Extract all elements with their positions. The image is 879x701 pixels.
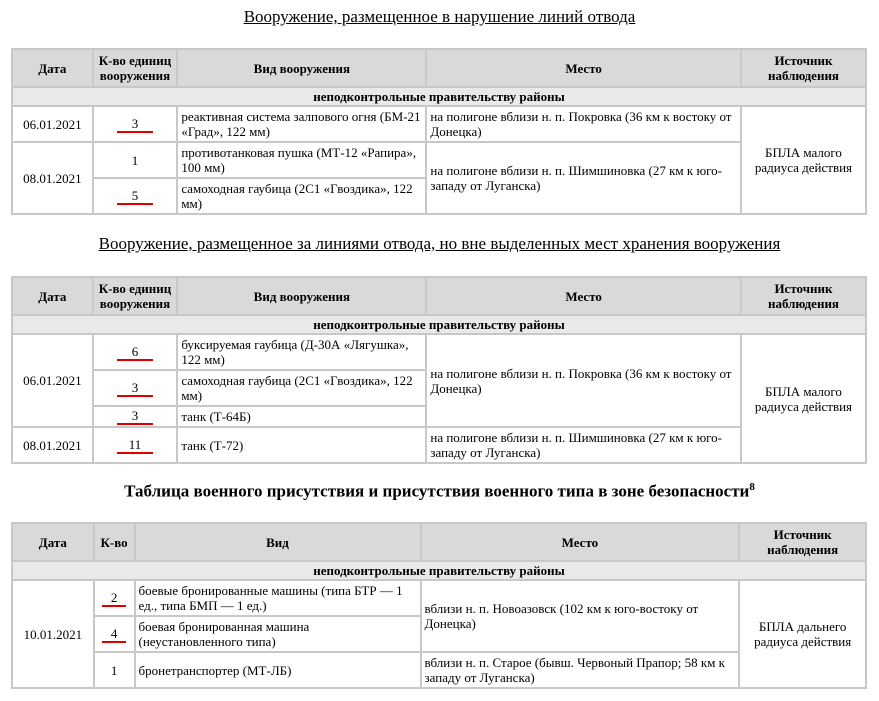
subheader: неподконтрольные правительству районы — [13, 88, 865, 105]
row-type: танк (Т-64Б) — [178, 407, 425, 426]
section3-table — [11, 522, 867, 689]
qty-value: 4 — [102, 626, 126, 643]
row-place: на полигоне вблизи н. п. Покровка (36 км к востоку от Донецка) — [427, 107, 740, 141]
header-date: Дата — [13, 278, 92, 314]
row-type: реактивная система залпового огня (БМ-21 «Град», 122 мм) — [178, 107, 425, 141]
row-qty — [95, 653, 134, 687]
row-date: 06.01.2021 — [13, 335, 92, 426]
table-header-row — [13, 278, 865, 314]
row-source: БПЛА малого радиуса действия — [742, 107, 865, 213]
row-date: 06.01.2021 — [13, 107, 92, 141]
row-place: на полигоне вблизи н. п. Шимшиновка (27 км к юго-западу от Луганска) — [427, 428, 740, 462]
qty-value: 6 — [117, 344, 153, 361]
table-header-row — [13, 50, 865, 86]
qty-value: 3 — [117, 380, 153, 397]
row-qty — [94, 407, 177, 426]
row-date: 08.01.2021 — [13, 428, 92, 462]
header-qty: К-во единиц вооружения — [94, 278, 177, 314]
row-date: 08.01.2021 — [13, 143, 92, 213]
row-qty — [94, 179, 177, 213]
subheader: неподконтрольные правительству районы — [13, 562, 865, 579]
section2-title: Вооружение, размещенное за линиями отвода, но вне выделенных мест хранения вооружения — [98, 234, 781, 253]
header-source: Источник наблюдения — [742, 278, 865, 314]
table-row — [13, 143, 865, 177]
qty-value: 5 — [117, 188, 153, 205]
section1-table — [11, 48, 867, 215]
row-type: буксируемая гаубица (Д-30А «Лягушка», 122 мм) — [178, 335, 425, 369]
row-qty — [94, 335, 177, 369]
row-type: боевые бронированные машины (типа БТР — 1 ед., типа БМП — 1 ед.) — [136, 581, 420, 615]
row-type: боевая бронированная машина (неустановленного типа) — [136, 617, 420, 651]
row-source: БПЛА малого радиуса действия — [742, 335, 865, 462]
header-qty: К-во единиц вооружения — [94, 50, 177, 86]
row-type: танк (Т-72) — [178, 428, 425, 462]
header-source: Источник наблюдения — [740, 524, 865, 560]
row-qty — [94, 371, 177, 405]
row-place: вблизи н. п. Новоазовск (102 км к юго-востоку от Донецка) — [422, 581, 739, 651]
header-place: Место — [427, 50, 740, 86]
footnote-ref[interactable]: 8 — [749, 481, 755, 493]
header-type: Вид вооружения — [178, 278, 425, 314]
row-qty — [94, 143, 177, 177]
table-row — [13, 653, 865, 687]
row-place: на полигоне вблизи н. п. Шимшиновка (27 км к юго-западу от Луганска) — [427, 143, 740, 213]
header-qty: К-во — [95, 524, 134, 560]
qty-value: 3 — [117, 408, 153, 425]
row-qty — [94, 428, 177, 462]
row-date: 10.01.2021 — [13, 581, 93, 687]
row-source: БПЛА дальнего радиуса действия — [740, 581, 865, 687]
table-header-row — [13, 524, 865, 560]
row-qty — [94, 107, 177, 141]
header-date: Дата — [13, 50, 92, 86]
subheader-row — [13, 562, 865, 579]
header-place: Место — [422, 524, 739, 560]
header-source: Источник наблюдения — [742, 50, 865, 86]
qty-value: 3 — [117, 116, 153, 133]
header-type: Вид вооружения — [178, 50, 425, 86]
subheader: неподконтрольные правительству районы — [13, 316, 865, 333]
section2-table — [11, 276, 867, 464]
qty-value: 11 — [117, 437, 153, 454]
row-type: противотанковая пушка (МТ-12 «Рапира», 100 мм) — [178, 143, 425, 177]
qty-value: 1 — [110, 662, 118, 678]
table-row — [13, 428, 865, 462]
row-place: вблизи н. п. Старое (бывш. Червоный Прапор; 58 км к западу от Луганска) — [422, 653, 739, 687]
header-date: Дата — [13, 524, 93, 560]
row-type: бронетранспортер (МТ-ЛБ) — [136, 653, 420, 687]
table-row — [13, 581, 865, 615]
section1-title: Вооружение, размещенное в нарушение линий отвода — [243, 7, 636, 26]
row-type: самоходная гаубица (2С1 «Гвоздика», 122 мм) — [178, 371, 425, 405]
row-place: на полигоне вблизи н. п. Покровка (36 км к востоку от Донецка) — [427, 335, 740, 426]
subheader-row — [13, 88, 865, 105]
subheader-row — [13, 316, 865, 333]
section3-title — [0, 481, 879, 502]
header-place: Место — [427, 278, 740, 314]
section3-title-text: Таблица военного присутствия и присутствия военного типа в зоне безопасности — [124, 481, 750, 501]
qty-value: 1 — [131, 152, 139, 168]
qty-value: 2 — [102, 590, 126, 607]
table-row — [13, 107, 865, 141]
row-qty — [95, 581, 134, 615]
header-type: Вид — [136, 524, 420, 560]
row-qty — [95, 617, 134, 651]
table-row — [13, 335, 865, 369]
row-type: самоходная гаубица (2С1 «Гвоздика», 122 мм) — [178, 179, 425, 213]
